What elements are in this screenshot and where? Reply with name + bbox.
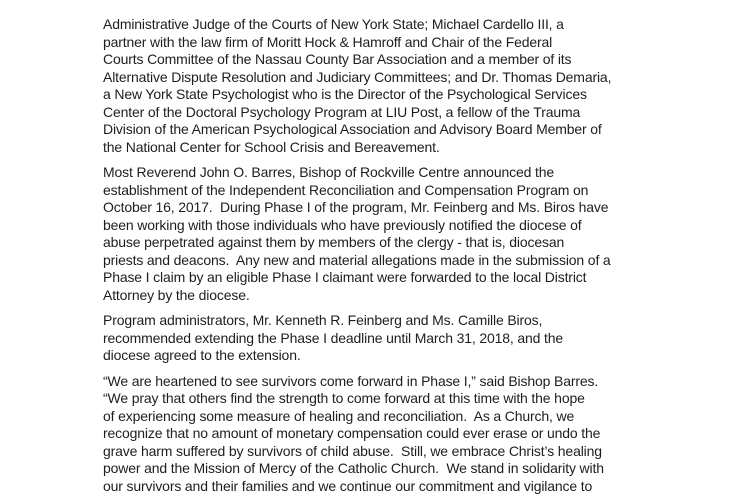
text-line: our survivors and their families and we continue our commitment and vigilance to (103, 477, 593, 494)
text-line: recognize that no amount of monetary compensation could ever erase or undo the (103, 425, 601, 441)
text-line: Courts Committee of the Nassau County Bar Association and a member of its (103, 51, 572, 67)
text-line: Division of the American Psychological Association and Advisory Board Member of (103, 121, 602, 137)
text-line: “We are heartened to see survivors come forward in Phase I,” said Bishop Barres. (103, 372, 599, 389)
text-line: Phase I claim by an eligible Phase I claimant were forwarded to the local District (103, 269, 587, 285)
text-line: recommended extending the Phase I deadline until March 31, 2018, and the (103, 329, 564, 346)
text-line: Administrative Judge of the Courts of New York State; Michael Cardello III, a (103, 16, 564, 32)
text-line: abuse perpetrated against them by members of the clergy - that is, diocesan (103, 234, 565, 250)
text-line: a New York State Psychologist who is the Director of the Psychological Services (103, 86, 587, 102)
text-line: Program administrators, Mr. Kenneth R. Feinberg and Ms. Camille Biros, (103, 312, 543, 328)
text-line: October 16, 2017. During Phase I of the program, Mr. Feinberg and Ms. Biros have (103, 199, 609, 215)
paragraph (103, 164, 663, 304)
text-line: partner with the law firm of Moritt Hock & Hamroff and Chair of the Federal (103, 33, 553, 50)
text-line: of experiencing some measure of healing and reconciliation. As a Church, we (103, 407, 575, 424)
text-line: establishment of the Independent Reconciliation and Compensation Program on (103, 181, 589, 198)
text-line: diocese agreed to the extension. (103, 347, 301, 363)
text-line: “We pray that others find the strength to come forward at this time with the hope (103, 390, 585, 406)
text-line: the National Center for School Crisis and Bereavement. (103, 138, 440, 155)
text-line: power and the Mission of Mercy of the Catholic Church. We stand in solidarity with (103, 460, 604, 476)
text-line: been working with those individuals who have previously notified the diocese of (103, 216, 582, 233)
paragraph (103, 16, 663, 156)
text-line: Alternative Dispute Resolution and Judiciary Committees; and Dr. Thomas Demaria, (103, 68, 612, 85)
text-line: grave harm suffered by survivors of child abuse. Still, we embrace Christ’s healing (103, 442, 602, 459)
document-body (103, 16, 663, 503)
paragraph (103, 312, 663, 365)
paragraph (103, 373, 663, 496)
text-line: Most Reverend John O. Barres, Bishop of Rockville Centre announced the (103, 164, 554, 180)
text-line: Center of the Doctoral Psychology Program at LIU Post, a fellow of the Trauma (103, 103, 581, 120)
text-line: Attorney by the diocese. (103, 286, 250, 303)
text-line: priests and deacons. Any new and material allegations made in the submission of a (103, 251, 611, 268)
